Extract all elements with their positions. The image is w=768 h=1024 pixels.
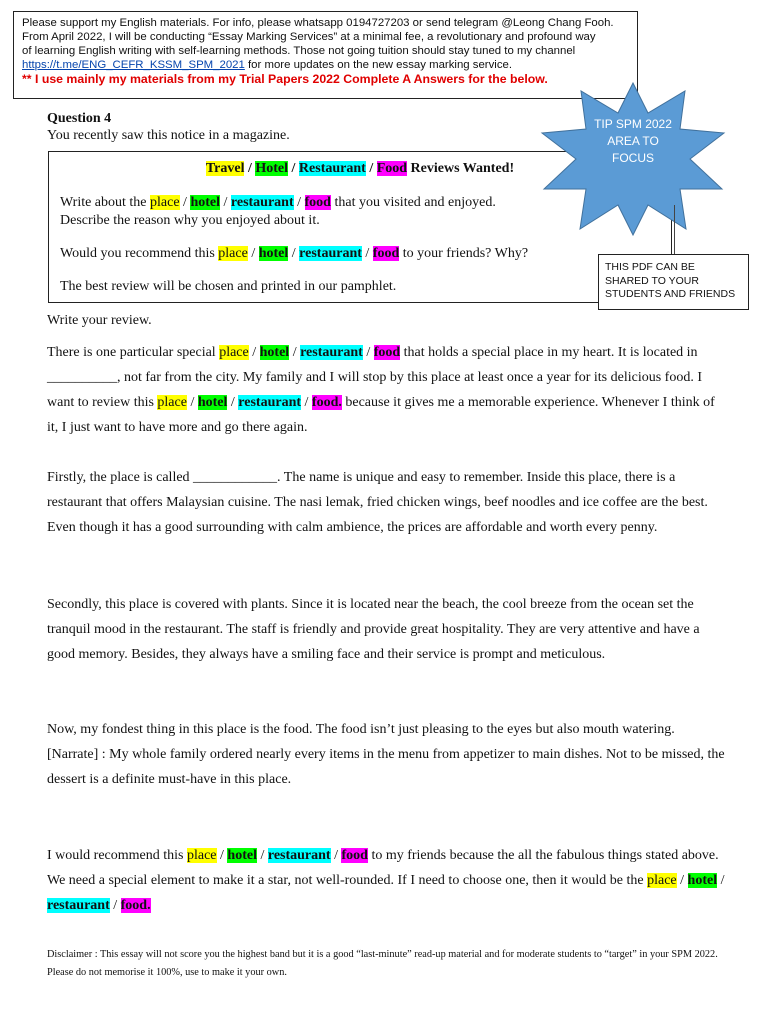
- telegram-channel-link[interactable]: https://t.me/ENG_CEFR_KSSM_SPM_2021: [22, 59, 245, 71]
- callout-connector-line: [674, 205, 675, 255]
- notice-hotel-word: Hotel: [255, 161, 289, 176]
- notice-line-2: Describe the reason why you enjoyed about it.: [60, 213, 320, 228]
- notice-line-1: Write about the place / hotel / restaurant / food that you visited and enjoyed.: [60, 195, 496, 210]
- promo-line-4-rest: for more updates on the new essay marking service.: [244, 59, 513, 71]
- write-review-instruction: Write your review.: [47, 313, 152, 328]
- promo-line-3: of learning English writing with self-learning methods. Those not going tuition should stay tuned to my channel: [22, 45, 576, 57]
- disclaimer-text: Disclaimer : This essay will not score you the highest band but it is a good “last-minute” read-up material and for moderate students to “target” in your SPM 2022. Please do not memorise it 100%, use to make it your own.: [47, 949, 718, 978]
- notice-travel-word: Travel: [205, 161, 245, 176]
- promo-line-1: Please support my English materials. For info, please whatsapp 0194727203 or send telegram @Leong Chang Fooh.: [22, 17, 614, 29]
- notice-heading-rest: Reviews Wanted!: [407, 161, 515, 176]
- notice-line-4: The best review will be chosen and printed in our pamphlet.: [60, 279, 397, 294]
- notice-food-word: Food: [376, 161, 408, 176]
- promo-line-4: [22, 58, 629, 72]
- question-title: Question 4: [47, 111, 112, 126]
- notice-line-3: Would you recommend this place / hotel / restaurant / food to your friends? Why?: [60, 246, 529, 261]
- promo-materials-note: ** I use mainly my materials from my Trial Papers 2022 Complete A Answers for the below.: [22, 72, 548, 86]
- notice-restaurant-word: Restaurant: [298, 161, 366, 176]
- share-callout-box: THIS PDF CAN BE SHARED TO YOUR STUDENTS AND FRIENDS: [598, 254, 749, 310]
- essay-paragraph-conclusion: I would recommend this place / hotel / restaurant / food to my friends because the all the fabulous things stated above. We need a special element to make it a star, not well-rounded. If I need to choose one, then it would be the place / hotel / restaurant / food.: [47, 848, 725, 913]
- essay-paragraph-food: Now, my fondest thing in this place is the food. The food isn’t just pleasing to the eyes but also mouth watering. [Narrate] : My whole family ordered nearly every items in the menu from appetizer to main dishes. Not to be missed, the dessert is a definite must-have in this place.: [47, 722, 725, 787]
- question-intro: You recently saw this notice in a magazine.: [47, 128, 290, 143]
- starburst-text: TIP SPM 2022 AREA TO FOCUS: [594, 117, 672, 165]
- essay-paragraph-secondly: Secondly, this place is covered with plants. Since it is located near the beach, the cool breeze from the ocean set the tranquil mood in the restaurant. The staff is friendly and provide great hospitality. They are very attentive and have a good memory. Besides, they always have a smiling face and their service is prompt and meticulous.: [47, 597, 700, 662]
- essay-paragraph-intro: There is one particular special place / hotel / restaurant / food that holds a special place in my heart. It is located in __________, not far from the city. My family and I will stop by this place at least once a year for its delicious food. I want to review this place / hotel / restaurant / food. because it gives me a memorable experience. Whenever I think of it, I just want to have more and go there again.: [47, 345, 715, 435]
- essay-paragraph-firstly: Firstly, the place is called ____________. The name is unique and easy to remember. Inside this place, there is a restaurant that offers Malaysian cuisine. The nasi lemak, fried chicken wings, beef noodles and ice coffee are the best. Even though it has a good surrounding with calm ambience, the prices are affordable and worth every penny.: [47, 470, 708, 535]
- promo-line-2: From April 2022, I will be conducting “Essay Marking Services” at a minimal fee, a revolutionary and profound way: [22, 31, 596, 43]
- notice-heading: Travel / Hotel / Restaurant / Food Reviews Wanted!: [205, 161, 515, 176]
